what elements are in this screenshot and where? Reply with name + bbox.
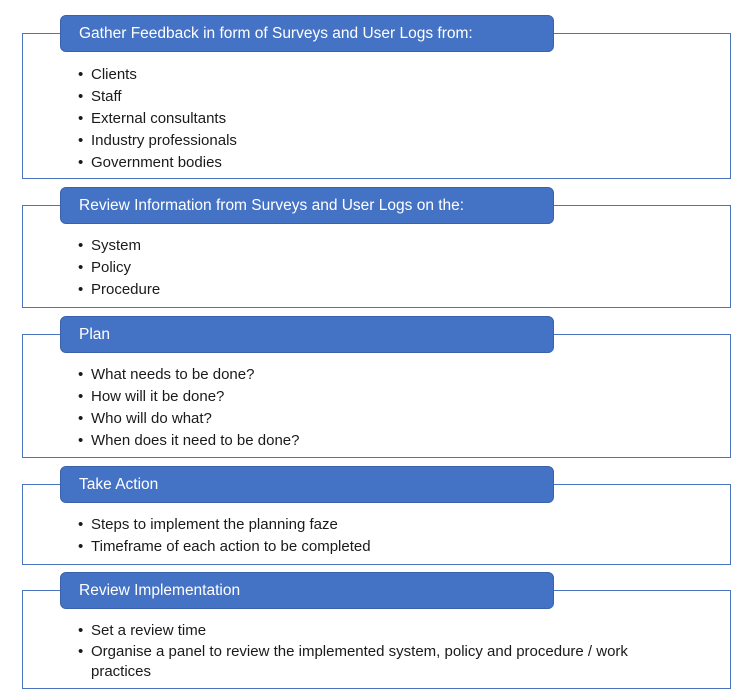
list-item: • Government bodies [78, 152, 678, 174]
list-item: • Industry professionals [78, 130, 678, 152]
list-item: • Clients [78, 64, 678, 86]
section-4-title: Take Action [79, 476, 159, 493]
section-3-header [60, 316, 554, 353]
list-item: • Procedure [78, 279, 678, 301]
list-item: • External consultants [78, 108, 678, 130]
section-2-header [60, 187, 554, 224]
section-5-list [78, 620, 678, 682]
list-item: • Set a review time [78, 620, 678, 642]
section-1-header [60, 15, 554, 52]
list-item: • How will it be done? [78, 386, 678, 408]
list-item: • Who will do what? [78, 408, 678, 430]
list-item: • Steps to implement the planning faze [78, 514, 678, 536]
section-1-list [78, 64, 678, 174]
section-2-title: Review Information from Surveys and User Logs on the: [79, 197, 465, 214]
list-item: • Policy [78, 257, 678, 279]
section-4-header [60, 466, 554, 503]
section-4-list [78, 514, 678, 558]
section-2-list [78, 235, 678, 301]
section-5-header [60, 572, 554, 609]
section-5-title: Review Implementation [79, 582, 241, 599]
section-3-title: Plan [79, 326, 111, 343]
list-item: • When does it need to be done? [78, 430, 678, 452]
section-1-title: Gather Feedback in form of Surveys and User Logs from: [79, 25, 473, 42]
section-3-list [78, 364, 678, 452]
list-item: • Staff [78, 86, 678, 108]
list-item: • Organise a panel to review the implemented system, policy and procedure / work practices [78, 642, 678, 682]
list-item: • System [78, 235, 678, 257]
list-item: • Timeframe of each action to be completed [78, 536, 678, 558]
list-item: • What needs to be done? [78, 364, 678, 386]
